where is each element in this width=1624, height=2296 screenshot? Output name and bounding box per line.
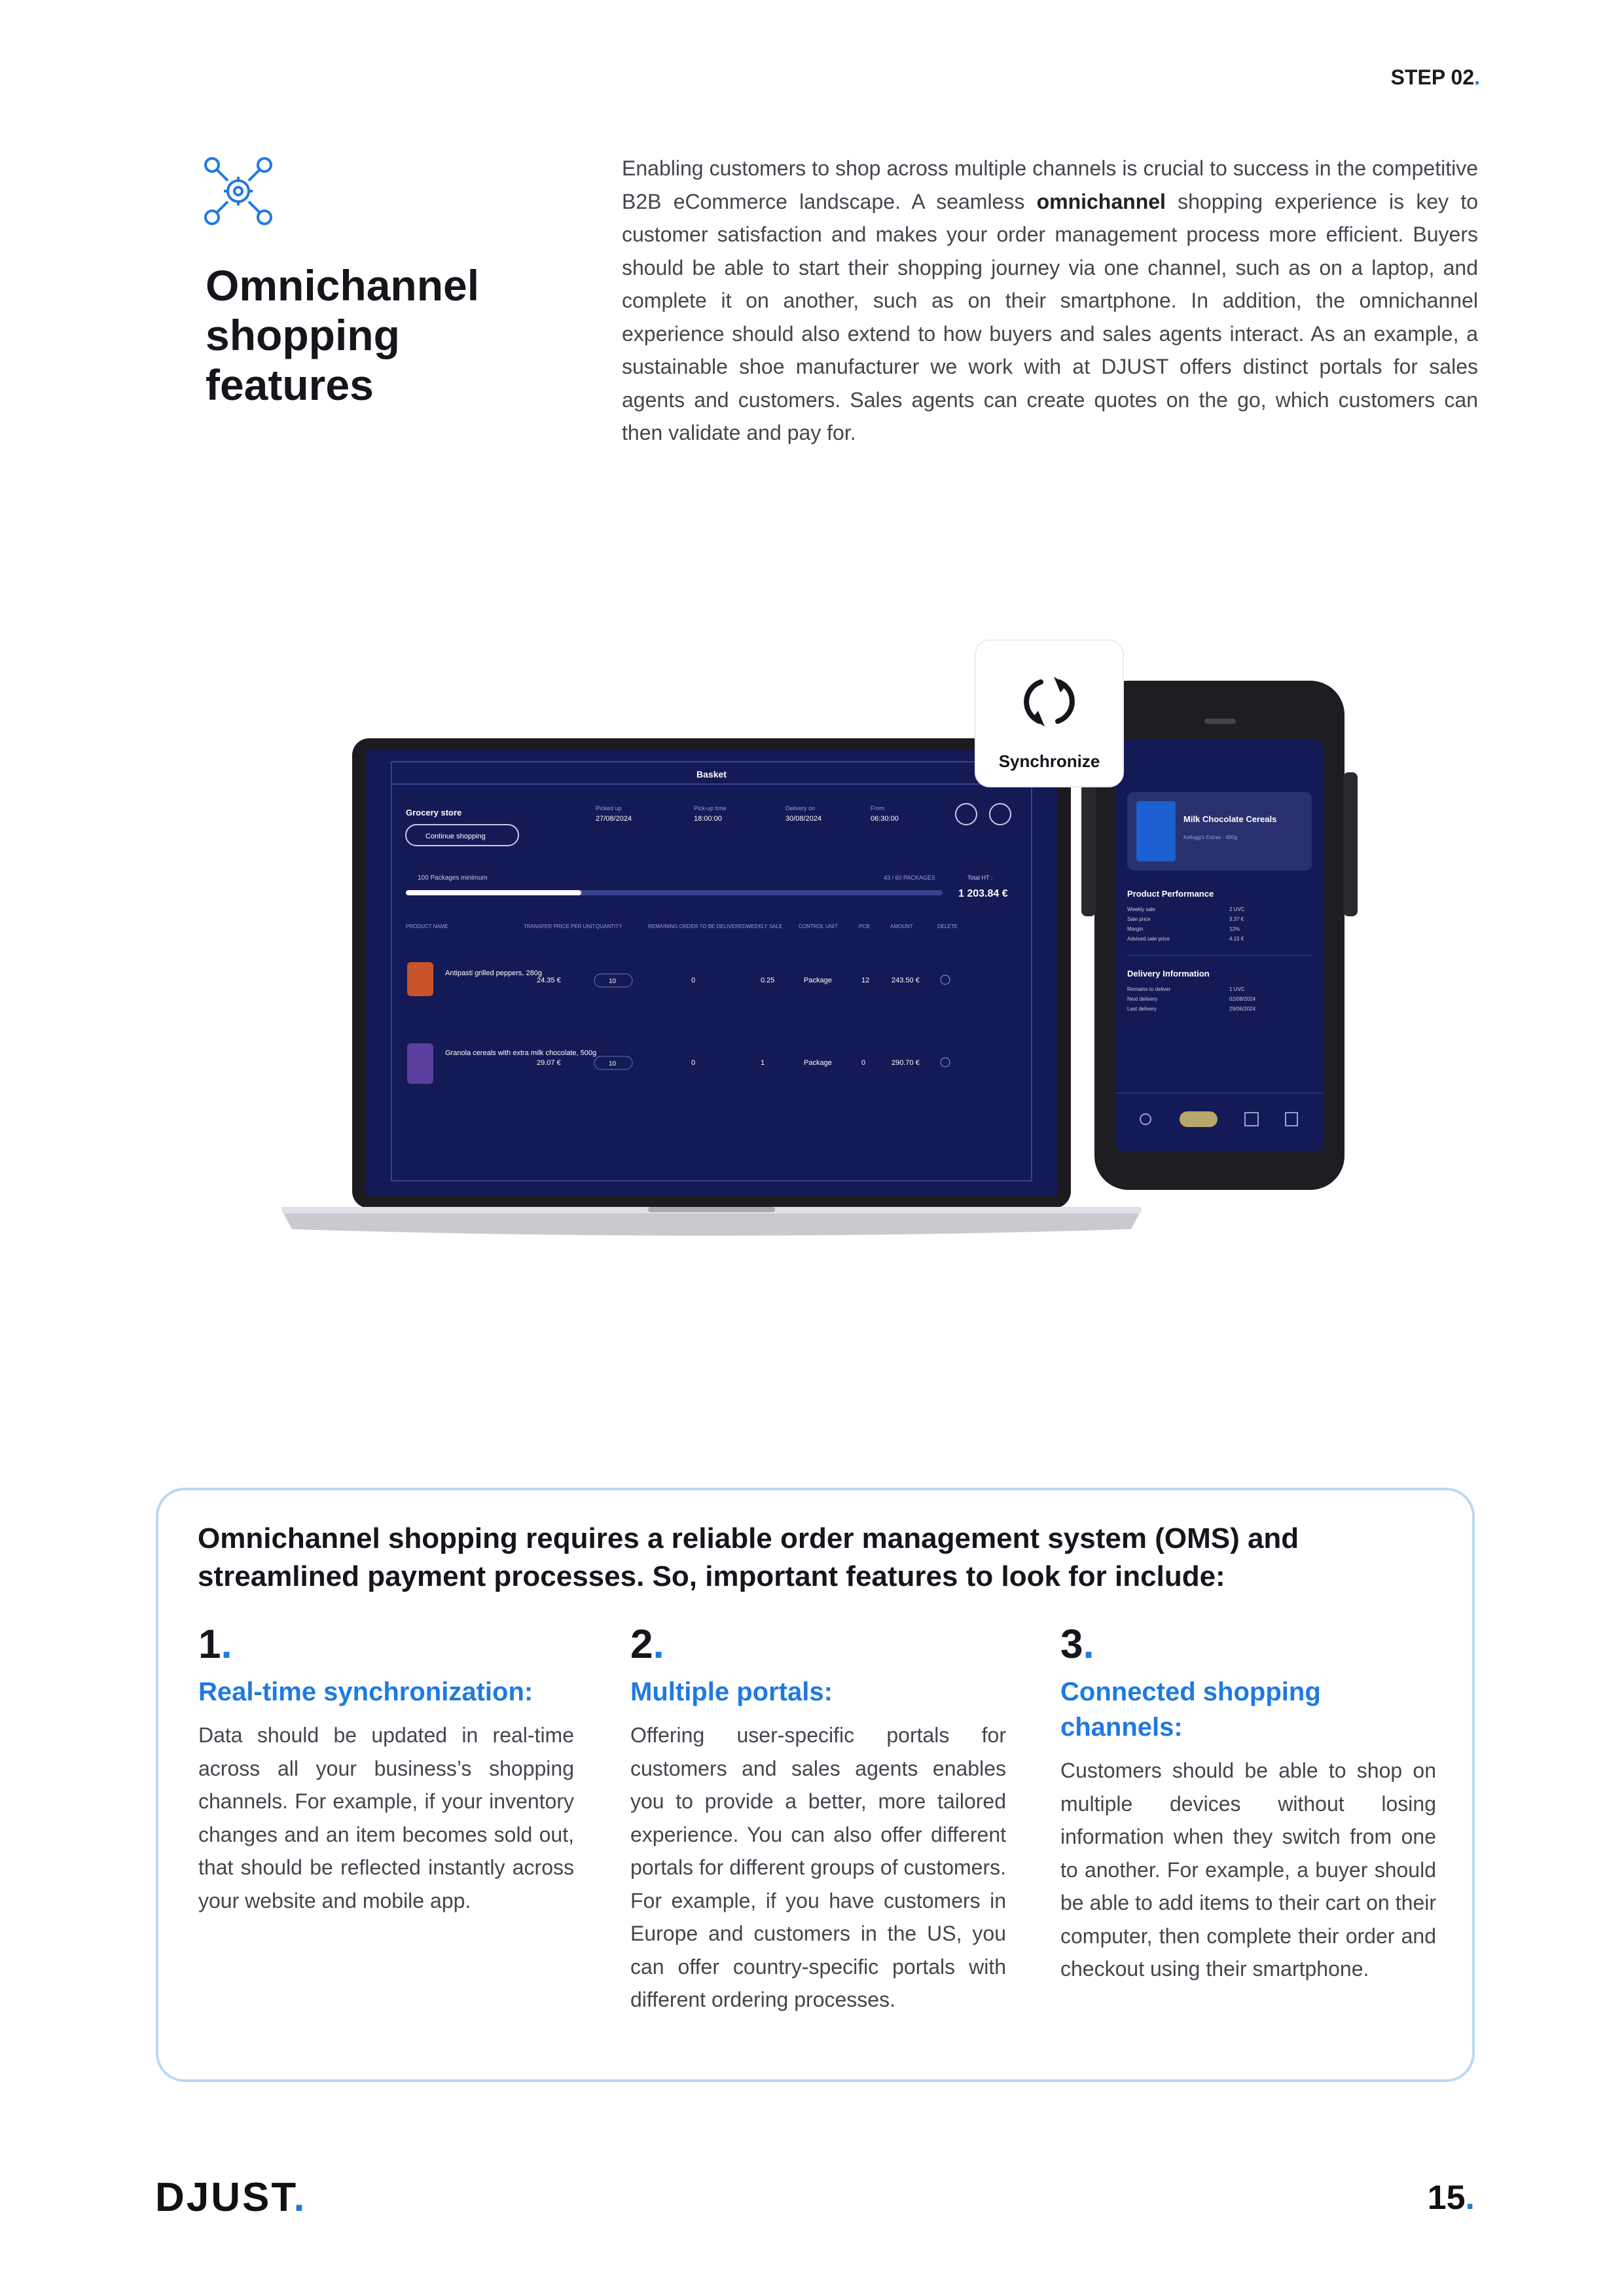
- svg-text:24.35 €: 24.35 €: [537, 977, 561, 984]
- phone-performance-title: Product Performance: [1127, 889, 1214, 899]
- svg-text:Pick-up time: Pick-up time: [694, 805, 727, 812]
- svg-text:243.50 €: 243.50 €: [892, 977, 920, 984]
- continue-shopping-button: Continue shopping: [425, 833, 486, 840]
- laptop-panel-title: Basket: [696, 769, 727, 780]
- svg-text:29/06/2024: 29/06/2024: [1229, 1006, 1256, 1012]
- svg-text:AMOUNT: AMOUNT: [890, 924, 913, 929]
- laptop-store-name: Grocery store: [406, 808, 462, 817]
- total-value: 1 203.84 €: [958, 888, 1008, 899]
- svg-text:1: 1: [761, 1059, 765, 1067]
- phone-delivery-title: Delivery Information: [1127, 969, 1210, 978]
- phone-product-name: Milk Chocolate Cereals: [1183, 814, 1277, 824]
- svg-text:Delivery on: Delivery on: [785, 805, 816, 812]
- feature-body: Customers should be able to shop on multiple devices without losing information when they switch from one to another. For example, a buyer should be able to add items to their cart on their computer, then complete their order and checkout using their smartphone.: [1060, 1759, 1436, 1981]
- svg-text:Last delivery: Last delivery: [1127, 1006, 1157, 1012]
- svg-text:QUANTITY: QUANTITY: [596, 924, 623, 929]
- feature-body: Offering user-specific portals for customers and sales agents enables you to provide a better, more tailored experience. You can also offer different portals for different groups of customers. For example, if you have customers in Europe and customers in the US, you can offer country-specific portals with different ordering processes.: [630, 1723, 1006, 2011]
- svg-text:DELETE: DELETE: [937, 924, 958, 929]
- svg-text:0: 0: [691, 977, 696, 984]
- svg-text:Antipasti grilled peppers, 280: Antipasti grilled peppers, 280g: [445, 969, 542, 977]
- svg-text:From: From: [871, 805, 884, 812]
- svg-text:Advised sale price: Advised sale price: [1127, 936, 1170, 942]
- feature-item: [1060, 1622, 1436, 1986]
- svg-text:02/08/2024: 02/08/2024: [1229, 996, 1256, 1002]
- svg-text:30/08/2024: 30/08/2024: [785, 815, 822, 823]
- svg-text:12: 12: [861, 977, 870, 984]
- svg-text:0.25: 0.25: [761, 977, 775, 984]
- svg-text:27/08/2024: 27/08/2024: [596, 815, 632, 823]
- svg-text:18:00:00: 18:00:00: [694, 815, 722, 823]
- packages-minimum: 100 Packages minimum: [418, 874, 488, 882]
- network-hub-icon: [203, 156, 274, 226]
- synchronize-label: Synchronize: [998, 751, 1100, 771]
- feature-number: 3.: [1060, 1622, 1094, 1667]
- svg-text:1 UVC: 1 UVC: [1229, 986, 1245, 992]
- page-number: 15.: [1427, 2179, 1475, 2217]
- svg-text:WEEKLY SALE: WEEKLY SALE: [746, 924, 783, 929]
- feature-body: Data should be updated in real-time across all your business’s shopping channels. For example, if your inventory changes and an item becomes sold out, that should be reflected instantly across your website and mobile app.: [198, 1723, 574, 1912]
- svg-text:PRODUCT NAME: PRODUCT NAME: [406, 924, 448, 929]
- devices-mockup: [229, 609, 1394, 1322]
- feature-title: Multiple portals:: [630, 1677, 833, 1706]
- feature-title: Connected shopping channels:: [1060, 1677, 1321, 1742]
- svg-text:CONTROL UNIT: CONTROL UNIT: [799, 924, 838, 929]
- svg-text:3.37 €: 3.37 €: [1229, 916, 1244, 922]
- svg-text:Granola cereals with extra mil: Granola cereals with extra milk chocolate, 500g: [445, 1049, 597, 1057]
- laptop-mockup: [281, 738, 1142, 1236]
- svg-text:2 UVC: 2 UVC: [1229, 906, 1245, 912]
- total-label: Total HT :: [967, 874, 993, 881]
- svg-text:290.70 €: 290.70 €: [892, 1059, 920, 1067]
- svg-text:12%: 12%: [1229, 926, 1240, 932]
- djust-logo: DJUST.: [155, 2175, 307, 2220]
- svg-text:06:30:00: 06:30:00: [871, 815, 899, 823]
- svg-text:Picked up: Picked up: [596, 805, 622, 812]
- intro-paragraph: Enabling customers to shop across multiple channels is crucial to success in the competitive B2B eCommerce landscape. A seamless omnichannel shopping experience is key to customer satisfaction and makes your order management process more efficient. Buyers should be able to start their shopping journey via one channel, such as on a laptop, and complete it on another, such as on their smartphone. In addition, the omnichannel experience should also extend to how buyers and sales agents interact. As an example, a sustainable shoe manufacturer we work with at DJUST offers distinct portals for sales agents and customers. Sales agents can create quotes on the go, which customers can then validate and pay for.: [622, 156, 1479, 444]
- svg-text:10: 10: [609, 978, 617, 985]
- feature-number: 2.: [630, 1622, 664, 1667]
- svg-text:0: 0: [861, 1059, 866, 1067]
- intro-bold-keyword: omnichannel: [1036, 189, 1166, 213]
- svg-text:Package: Package: [804, 977, 832, 984]
- section-title: Omnichannel shopping features: [206, 261, 480, 409]
- svg-text:Next delivery: Next delivery: [1127, 996, 1158, 1002]
- feature-item: [198, 1622, 574, 1917]
- phone-product-sub: Kellogg's Extras · 400g: [1183, 834, 1238, 840]
- svg-text:4.15 €: 4.15 €: [1229, 936, 1244, 942]
- packages-count: 43 / 60 PACKAGES: [884, 874, 935, 881]
- svg-text:Sale price: Sale price: [1127, 916, 1151, 922]
- svg-text:29.07 €: 29.07 €: [537, 1059, 561, 1067]
- svg-text:REMAINING ORDER TO BE DELIVERE: REMAINING ORDER TO BE DELIVERED: [648, 924, 746, 929]
- svg-text:TRANSFER PRICE PER UNIT: TRANSFER PRICE PER UNIT: [524, 924, 596, 929]
- features-heading: Omnichannel shopping requires a reliable order management system (OMS) and streamlined payment processes. So, important features to look for include:: [198, 1522, 1299, 1592]
- step-label: STEP 02.: [1390, 65, 1480, 89]
- feature-item: [630, 1622, 1006, 2017]
- feature-title: Real-time synchronization:: [198, 1677, 533, 1706]
- svg-text:Margin: Margin: [1127, 926, 1144, 932]
- synchronize-badge: [975, 640, 1123, 787]
- svg-text:Remains to deliver: Remains to deliver: [1127, 986, 1171, 992]
- svg-text:Weekly sale: Weekly sale: [1127, 906, 1155, 912]
- svg-text:10: 10: [609, 1060, 617, 1067]
- svg-text:PCB: PCB: [859, 924, 870, 929]
- svg-text:0: 0: [691, 1059, 696, 1067]
- svg-text:Package: Package: [804, 1059, 832, 1067]
- feature-number: 1.: [198, 1622, 232, 1667]
